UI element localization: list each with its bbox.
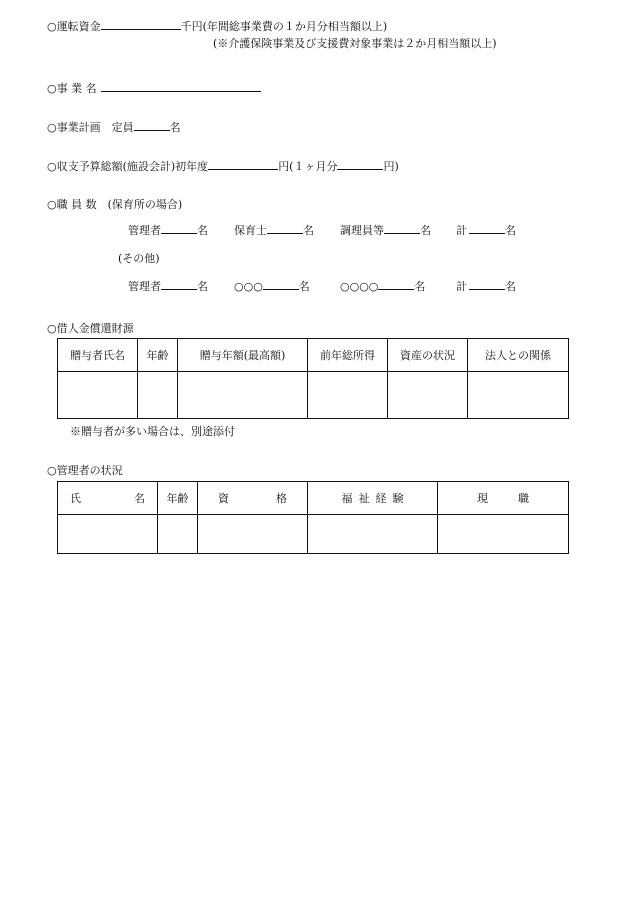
unit-label: 名	[505, 224, 516, 237]
other-role-1-group	[234, 278, 310, 294]
other-role-2-group	[340, 278, 425, 294]
operating-funds-line	[47, 18, 387, 34]
business-plan-unit: 名	[169, 121, 181, 134]
loan-header-annual-gift: 贈与年額(最高額)	[178, 339, 308, 372]
manager-header-current-job	[438, 482, 569, 515]
loan-header-row	[58, 339, 569, 372]
other-manager-blank[interactable]	[161, 278, 197, 290]
loan-header-prev-income: 前年総所得	[308, 339, 388, 372]
project-name-line	[47, 80, 261, 96]
project-name-label: ○事 業 名	[47, 82, 97, 95]
nursery-role-nurse: 保育士	[234, 224, 267, 237]
manager-header-welfare-char: 祉	[358, 492, 370, 505]
nursery-role-3-group	[456, 222, 516, 238]
nursery-role-2-group	[340, 222, 431, 238]
other-role-placeholder-4: ○○○○	[340, 280, 379, 293]
nursery-role-cook: 調理員等	[340, 224, 384, 237]
unit-label: 名	[420, 224, 431, 237]
unit-label: 名	[303, 224, 314, 237]
budget-monthly-blank[interactable]	[337, 158, 383, 170]
loan-table	[57, 338, 569, 419]
project-name-blank[interactable]	[101, 80, 261, 92]
staff-label: ○職 員 数 (保育所の場合)	[47, 198, 183, 211]
capacity-blank[interactable]	[134, 119, 170, 131]
loan-cell-prev-income[interactable]	[308, 372, 388, 419]
manager-table	[57, 481, 569, 554]
operating-funds-label: ○運転資金	[47, 20, 101, 33]
manager-header-name-text	[58, 490, 157, 506]
other-role-manager: 管理者	[128, 280, 161, 293]
manager-header-qual-char: 格	[276, 492, 287, 505]
loan-header-age: 年齢	[138, 339, 178, 372]
operating-funds-unit: 千円	[180, 20, 203, 33]
operating-funds-blank[interactable]	[101, 18, 181, 30]
loan-cell-relation[interactable]	[468, 372, 569, 419]
operating-funds-note: (年間総事業費の１か月分相当額以上)	[202, 20, 388, 33]
manager-header-qual-char: 資	[218, 492, 229, 505]
loan-cell-donor-name[interactable]	[58, 372, 138, 419]
business-plan-label: ○事業計画 定員	[47, 121, 134, 134]
loan-header-donor-name: 贈与者氏名	[58, 339, 138, 372]
budget-label: ○収支予算総額(施設会計)初年度	[47, 160, 209, 173]
unit-label: 名	[505, 280, 516, 293]
nursery-cook-blank[interactable]	[384, 222, 420, 234]
manager-header-name-char: 名	[134, 492, 145, 505]
manager-header-name-char: 氏	[70, 492, 81, 505]
loan-input-row	[58, 372, 569, 419]
loan-cell-assets[interactable]	[388, 372, 468, 419]
business-plan-line	[47, 119, 181, 135]
other-role1-blank[interactable]	[263, 278, 299, 290]
nursery-role-total: 計	[456, 224, 467, 237]
other-role-3-group	[456, 278, 516, 294]
manager-label: ○管理者の状況	[47, 464, 123, 477]
manager-cell-name[interactable]	[58, 515, 158, 554]
budget-line	[47, 158, 399, 174]
manager-header-current-job-text	[438, 490, 568, 506]
manager-header-job-char: 職	[518, 492, 529, 505]
manager-header-row	[58, 482, 569, 515]
manager-header-welfare-char: 験	[392, 492, 404, 505]
manager-header-job-char: 現	[477, 492, 488, 505]
manager-header-welfare-char: 経	[375, 492, 387, 505]
manager-header-name	[58, 482, 158, 515]
loan-cell-annual-gift[interactable]	[178, 372, 308, 419]
loan-header-assets: 資産の状況	[388, 339, 468, 372]
other-total-blank[interactable]	[469, 278, 505, 290]
nursery-manager-blank[interactable]	[161, 222, 197, 234]
nursery-total-blank[interactable]	[469, 222, 505, 234]
manager-header-welfare-text	[308, 490, 437, 506]
unit-label: 名	[197, 280, 208, 293]
budget-unit1: 円(１ヶ月分	[278, 160, 338, 173]
manager-cell-age[interactable]	[158, 515, 198, 554]
manager-header-welfare-char: 福	[341, 492, 353, 505]
nursery-nurse-blank[interactable]	[267, 222, 303, 234]
manager-header-age: 年齢	[158, 482, 198, 515]
loan-note: ※贈与者が多い場合は、別途添付	[70, 425, 235, 438]
loan-label: ○借人金償還財源	[47, 322, 134, 335]
manager-input-row	[58, 515, 569, 554]
operating-funds-note2: (※介護保険事業及び支援費対象事業は２か月相当額以上)	[213, 37, 497, 50]
nursery-role-manager: 管理者	[128, 224, 161, 237]
budget-unit2: 円)	[383, 160, 399, 173]
manager-cell-qualification[interactable]	[198, 515, 308, 554]
nursery-role-0-group	[128, 222, 208, 238]
loan-header-relation: 法人との関係	[468, 339, 569, 372]
budget-first-year-blank[interactable]	[208, 158, 278, 170]
nursery-role-1-group	[234, 222, 314, 238]
other-label: (その他)	[118, 252, 160, 265]
loan-cell-age[interactable]	[138, 372, 178, 419]
unit-label: 名	[197, 224, 208, 237]
unit-label: 名	[298, 280, 310, 293]
other-role-placeholder-3: ○○○	[234, 280, 263, 293]
manager-header-qualification	[198, 482, 308, 515]
other-role-total: 計	[456, 280, 467, 293]
manager-header-qualification-text	[198, 490, 307, 506]
manager-cell-welfare-experience[interactable]	[308, 515, 438, 554]
manager-cell-current-job[interactable]	[438, 515, 569, 554]
other-role2-blank[interactable]	[378, 278, 414, 290]
manager-header-welfare-experience	[308, 482, 438, 515]
other-role-0-group	[128, 278, 208, 294]
unit-label: 名	[414, 280, 426, 293]
